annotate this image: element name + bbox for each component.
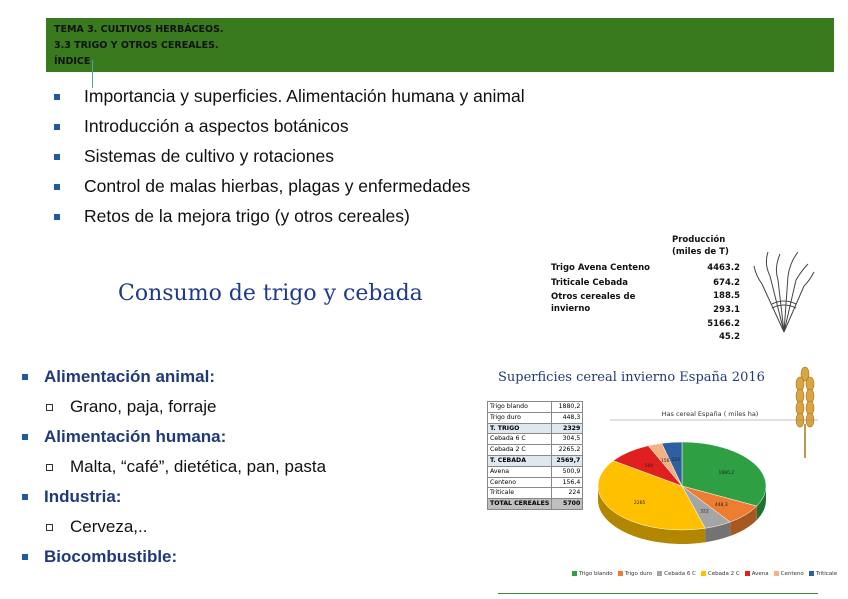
- produccion-label: Trigo Avena Centeno: [551, 263, 650, 273]
- table-cell-value: 304,5: [552, 434, 583, 445]
- table-row: [488, 477, 583, 488]
- table-cell-label: T. TRIGO: [488, 423, 552, 434]
- table-cell-value: 156,4: [552, 477, 583, 488]
- bullet-square-icon: [22, 374, 28, 380]
- pie-chart: [580, 404, 820, 554]
- index-item: [54, 114, 525, 144]
- index-item-text: Importancia y superficies. Alimentación humana y animal: [84, 86, 525, 106]
- list-item-text: Alimentación animal:: [44, 367, 215, 386]
- bullet-square-icon: [54, 214, 60, 220]
- bullet-square-icon: [22, 554, 28, 560]
- produccion-value: 4463.2: [707, 263, 740, 273]
- table-row: [488, 412, 583, 423]
- table-row: [488, 488, 583, 499]
- table-cell-label: Triticale: [488, 488, 552, 499]
- header-line-subtema: 3.3 TRIGO Y OTROS CEREALES.: [54, 40, 219, 51]
- produccion-label: Triticale Cebada: [551, 278, 629, 288]
- bullet-box-icon: [46, 464, 53, 471]
- table-row: [488, 466, 583, 477]
- legend-swatch: [701, 571, 706, 576]
- table-cell-value: 2329: [552, 423, 583, 434]
- header-line-tema: TEMA 3. CULTIVOS HERBÁCEOS.: [54, 24, 224, 35]
- legend-swatch: [809, 571, 814, 576]
- index-list: [54, 84, 525, 234]
- table-row: [488, 434, 583, 445]
- header-banner: [46, 18, 834, 72]
- legend-item: [701, 571, 740, 577]
- legend-swatch: [572, 571, 577, 576]
- table-cell-value: 2569,7: [552, 455, 583, 466]
- produccion-value: 674.2: [713, 278, 740, 288]
- legend-item: [572, 571, 613, 577]
- list-item: [22, 545, 326, 565]
- pie-data-label: 224: [671, 457, 680, 463]
- bullet-box-icon: [46, 524, 53, 531]
- produccion-value: 45.2: [719, 332, 740, 342]
- table-cell-value: 448,3: [552, 412, 583, 423]
- index-item: [54, 204, 525, 234]
- produccion-header: Producción: [672, 235, 726, 245]
- header-line-indice: ÍNDICE: [54, 56, 91, 67]
- list-item-text: Cerveza,..: [70, 517, 148, 536]
- list-item: [22, 425, 326, 455]
- produccion-label: Otros cereales de: [551, 292, 636, 302]
- legend-label: Triticale: [815, 571, 838, 577]
- list-item-text: Biocombustible:: [44, 547, 178, 565]
- legend-item: [774, 571, 804, 577]
- produccion-label: invierno: [551, 304, 591, 314]
- index-item-text: Retos de la mejora trigo (y otros cereales): [84, 206, 410, 226]
- pie-data-label: 2265: [633, 500, 646, 506]
- bullet-square-icon: [22, 434, 28, 440]
- list-item: [22, 365, 326, 395]
- pie-data-label: 322: [700, 509, 709, 515]
- legend-label: Trigo duro: [624, 571, 653, 577]
- produccion-value: 188.5: [713, 291, 740, 301]
- consumo-title: Consumo de trigo y cebada: [118, 281, 423, 306]
- table-cell-label: Centeno: [488, 477, 552, 488]
- table-row: [488, 402, 583, 413]
- table-cell-label: Cebada 6 C: [488, 434, 552, 445]
- legend-item: [657, 571, 696, 577]
- index-item-text: Control de malas hierbas, plagas y enfermedades: [84, 176, 471, 196]
- legend-label: Centeno: [780, 571, 804, 577]
- pie-data-label: 448,3: [714, 502, 728, 508]
- table-cell-label: Cebada 2 C: [488, 445, 552, 456]
- bullet-square-icon: [54, 184, 60, 190]
- produccion-value: 293.1: [713, 305, 740, 315]
- bullet-square-icon: [54, 94, 60, 100]
- table-cell-label: TOTAL CEREALES: [488, 499, 552, 510]
- pie-data-label: 156: [660, 459, 670, 465]
- pie-data-label: 1880,2: [718, 470, 735, 476]
- index-item-text: Introducción a aspectos botánicos: [84, 116, 349, 136]
- table-row: [488, 455, 583, 466]
- list-item: [22, 515, 326, 545]
- table-cell-value: 5700: [552, 499, 583, 510]
- legend-swatch: [657, 571, 662, 576]
- table-row: [488, 445, 583, 456]
- table-cell-value: 2265,2: [552, 445, 583, 456]
- table-cell-label: Trigo duro: [488, 412, 552, 423]
- superficies-table: [487, 401, 583, 510]
- legend-label: Cebada 6 C: [664, 571, 696, 577]
- index-item-text: Sistemas de cultivo y rotaciones: [84, 146, 334, 166]
- superficies-title: Superficies cereal invierno España 2016: [498, 370, 765, 385]
- legend-swatch: [774, 571, 779, 576]
- legend-label: Avena: [751, 571, 769, 577]
- table-cell-value: 1880,2: [552, 402, 583, 413]
- table-row: [488, 499, 583, 510]
- list-item: [22, 395, 326, 425]
- produccion-value: 5166.2: [707, 319, 740, 329]
- table-cell-value: 500,9: [552, 466, 583, 477]
- legend-item: [618, 571, 652, 577]
- table-cell-label: Avena: [488, 466, 552, 477]
- table-cell-value: 224: [552, 488, 583, 499]
- consumo-list: [22, 365, 326, 565]
- legend-item: [809, 571, 837, 577]
- table-cell-label: Trigo blando: [488, 402, 552, 413]
- bullet-square-icon: [22, 494, 28, 500]
- divider: [498, 593, 818, 594]
- bullet-box-icon: [46, 404, 53, 411]
- list-item-text: Grano, paja, forraje: [70, 397, 217, 416]
- list-item-text: Alimentación humana:: [44, 427, 227, 446]
- pie-data-label: 500: [644, 463, 654, 469]
- chart-legend: [572, 571, 842, 577]
- legend-label: Cebada 2 C: [707, 571, 740, 577]
- list-item-text: Industria:: [44, 487, 122, 506]
- table-row: [488, 423, 583, 434]
- bullet-square-icon: [54, 124, 60, 130]
- legend-label: Trigo blando: [579, 571, 613, 577]
- produccion-unit: (miles de T): [672, 247, 729, 257]
- list-item: [22, 455, 326, 485]
- list-item: [22, 485, 326, 515]
- legend-swatch: [745, 571, 750, 576]
- legend-swatch: [618, 571, 623, 576]
- index-item: [54, 174, 525, 204]
- wheat-sheaf-icon: [748, 240, 820, 336]
- index-item: [54, 84, 525, 114]
- table-cell-label: T. CEBADA: [488, 455, 552, 466]
- index-item: [54, 144, 525, 174]
- legend-item: [745, 571, 769, 577]
- list-item-text: Malta, “café”, dietética, pan, pasta: [70, 457, 327, 476]
- chart-title: Has cereal España ( miles ha): [661, 410, 759, 418]
- bullet-square-icon: [54, 154, 60, 160]
